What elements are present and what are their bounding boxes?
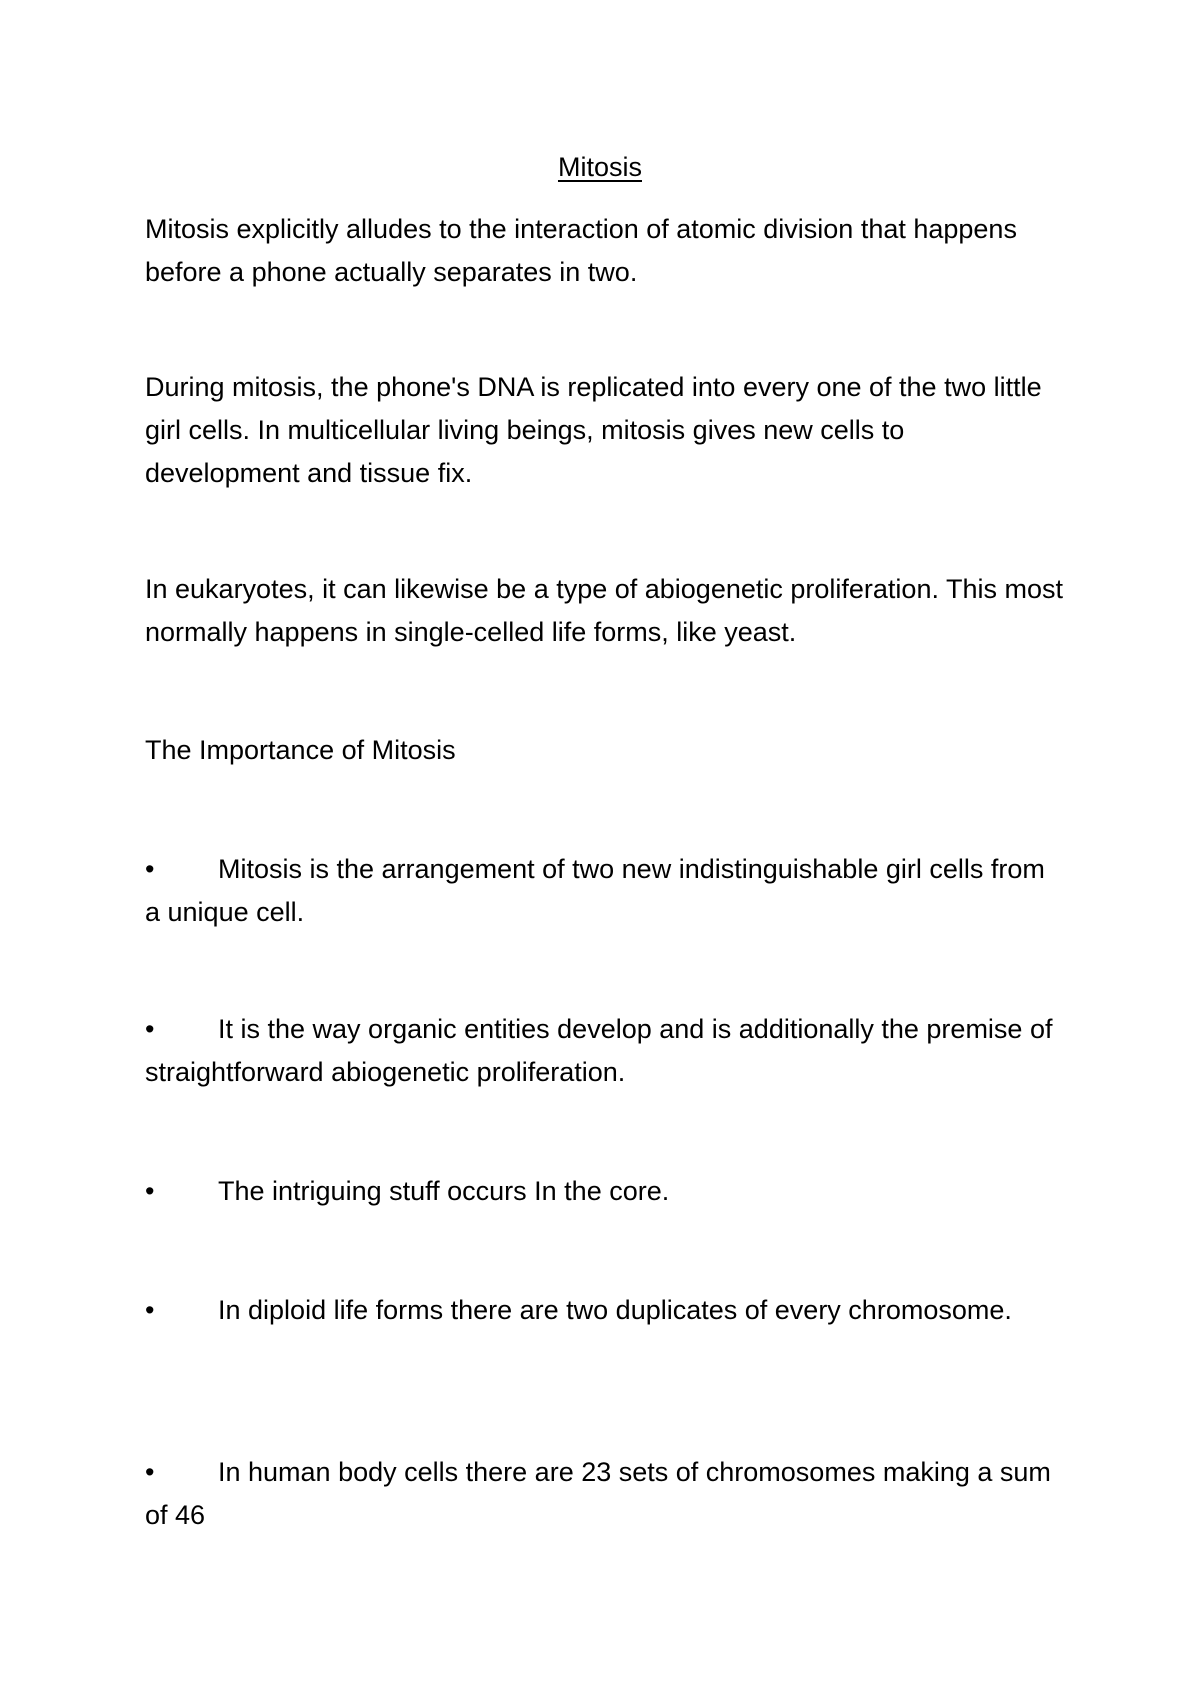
bullet-text: It is the way organic entities develop and is additionally the premise of straightforward abiogenetic proliferation.: [145, 1014, 1053, 1087]
section-heading: The Importance of Mitosis: [145, 735, 456, 765]
bullet-text: The intriguing stuff occurs In the core.: [218, 1176, 670, 1206]
paragraph-eukaryotes: In eukaryotes, it can likewise be a type of abiogenetic proliferation. This most normally happens in single-celled life forms, like yeast.: [145, 574, 1063, 647]
paragraph-definition: Mitosis explicitly alludes to the interaction of atomic division that happens before a phone actually separates in two.: [145, 214, 1017, 287]
bullet-icon: •: [145, 1295, 155, 1325]
bullet-item: [145, 1008, 1065, 1094]
paragraph-dna-replication: During mitosis, the phone's DNA is replicated into every one of the two little girl cells. In multicellular living beings, mitosis gives new cells to development and tissue fix.: [145, 372, 1042, 488]
bullet-icon: •: [145, 1176, 155, 1206]
document-title: Mitosis: [557, 152, 642, 182]
bullet-item: [145, 848, 1065, 934]
bullet-item: [145, 1451, 1065, 1537]
bullet-item: [145, 1289, 1065, 1332]
bullet-icon: •: [145, 1014, 155, 1044]
bullet-text: In diploid life forms there are two duplicates of every chromosome.: [218, 1295, 1012, 1325]
bullet-item: [145, 1170, 1065, 1213]
bullet-text: Mitosis is the arrangement of two new indistinguishable girl cells from a unique cell.: [145, 854, 1045, 927]
bullet-icon: •: [145, 1457, 155, 1487]
bullet-text: In human body cells there are 23 sets of chromosomes making a sum of 46: [145, 1457, 1051, 1530]
bullet-icon: •: [145, 854, 155, 884]
